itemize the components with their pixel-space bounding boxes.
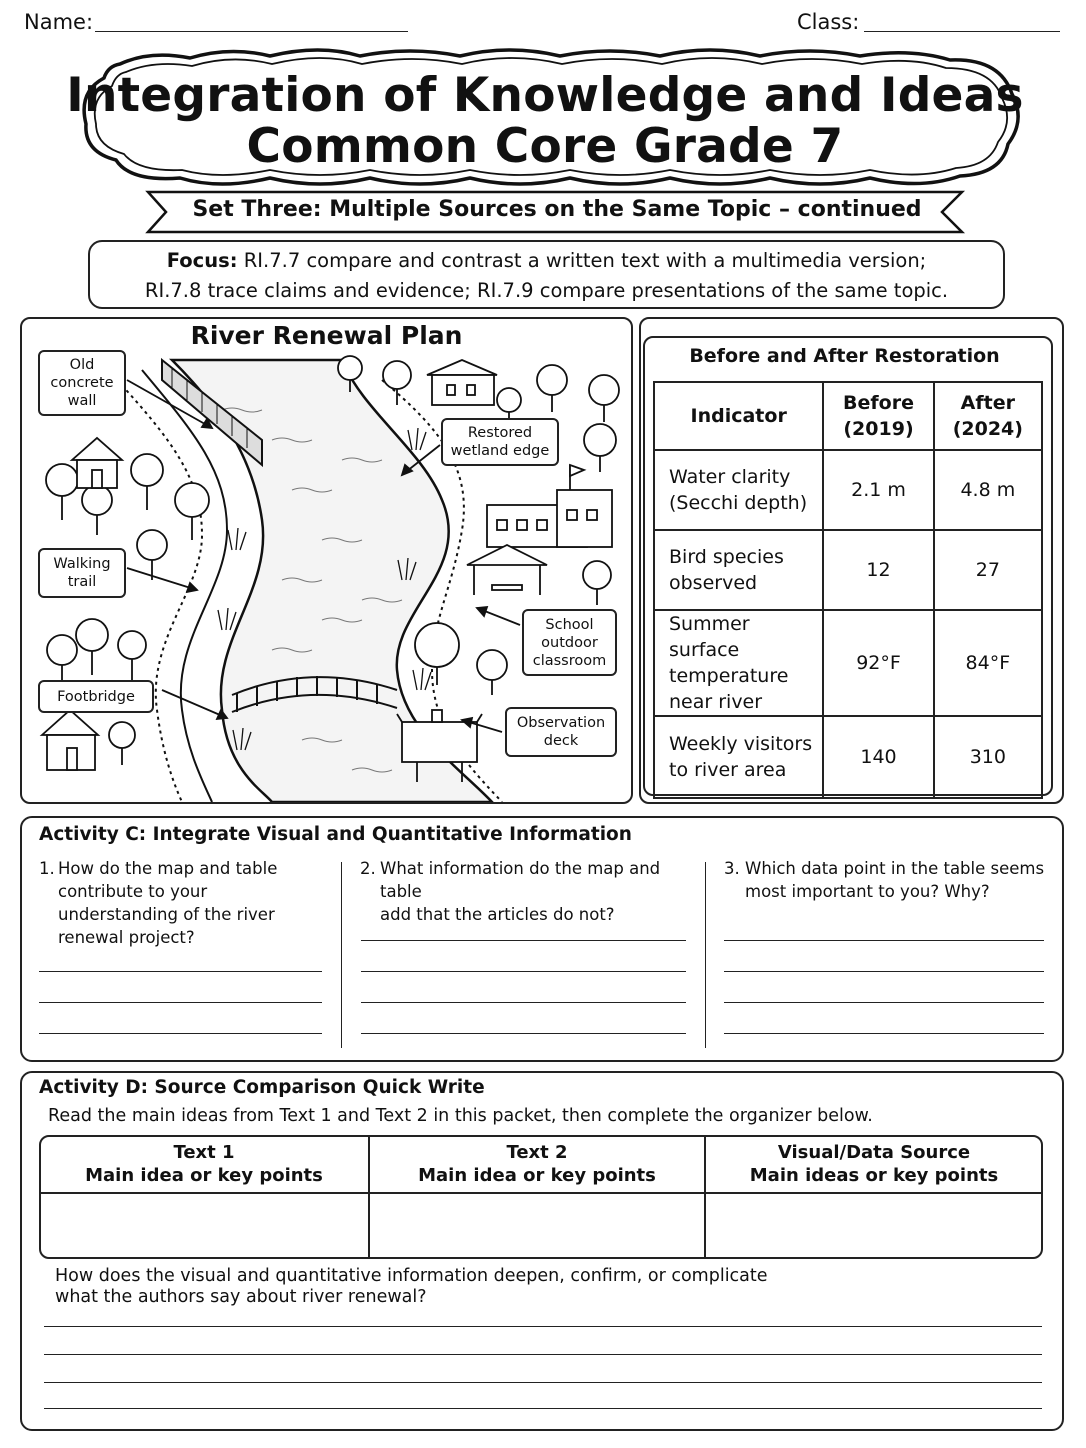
after-value: 310 [934, 716, 1042, 798]
activity-d-instructions: Read the main ideas from Text 1 and Text 2 in this packet, then complete the organizer below. [48, 1106, 873, 1126]
data-table-title: Before and After Restoration [689, 345, 1000, 367]
question-line: What information do the map and table [380, 859, 661, 901]
after-value: 84°F [934, 610, 1042, 716]
name-field[interactable] [95, 31, 408, 32]
indicator-line: Weekly visitors [669, 733, 813, 755]
before-value: 140 [823, 716, 933, 798]
title-line-2: Common Core Grade 7 [246, 119, 844, 174]
question-1-number: 1. [39, 859, 55, 878]
callout-old-concrete-wall: Old concrete wall [38, 350, 126, 416]
quick-write-prompt [55, 1266, 768, 1308]
focus-line-1-text: RI.7.7 compare and contrast a written text with a multimedia version; [237, 249, 927, 272]
indicator-line: (Secchi depth) [669, 492, 808, 514]
column-subtitle: Main ideas or key points [749, 1165, 999, 1186]
header-before [823, 382, 933, 450]
indicator-line: near river [669, 691, 763, 713]
quick-write-line[interactable] [44, 1382, 1042, 1383]
title-line-1: Integration of Knowledge and Ideas [66, 68, 1024, 123]
indicator-cell [654, 530, 823, 610]
indicator-cell [654, 610, 823, 716]
indicator-line: Summer surface [669, 613, 750, 661]
table-header-row [654, 382, 1042, 450]
indicator-line: Water clarity [669, 466, 791, 488]
header-after-label: After [960, 392, 1015, 414]
class-label: Class: [797, 10, 860, 34]
organizer-cell-visual-source[interactable] [705, 1193, 1042, 1258]
after-value: 4.8 m [934, 450, 1042, 530]
house-top-right [427, 360, 497, 405]
indicator-cell [654, 716, 823, 798]
question-2 [380, 857, 700, 926]
house-left-top [72, 438, 122, 488]
focus-label: Focus: [166, 249, 238, 272]
column-title: Text 2 [506, 1142, 568, 1163]
question-2-number: 2. [360, 859, 376, 878]
callout-footbridge: Footbridge [38, 680, 154, 713]
header-before-label: Before [843, 392, 914, 414]
question-3 [745, 857, 1055, 903]
organizer-header-text-2 [369, 1136, 705, 1193]
focus-line-1 [88, 246, 1005, 275]
school-building [487, 465, 612, 547]
quick-write-line[interactable] [44, 1354, 1042, 1355]
header-before-year: (2019) [843, 418, 914, 440]
answer-line-q2[interactable] [361, 971, 686, 972]
before-value: 12 [823, 530, 933, 610]
after-value: 27 [934, 530, 1042, 610]
table-row [654, 450, 1042, 530]
question-3-number: 3. [724, 859, 740, 878]
table-row [654, 530, 1042, 610]
activity-c-title: Activity C: Integrate Visual and Quantitative Information [39, 824, 632, 845]
header-after-year: (2024) [952, 418, 1023, 440]
header-after [934, 382, 1042, 450]
answer-line-q1[interactable] [39, 1002, 322, 1003]
prompt-line: what the authors say about river renewal? [55, 1287, 427, 1307]
outdoor-pavilion [467, 545, 547, 595]
organizer-header-visual-source [705, 1136, 1042, 1193]
name-label: Name: [24, 10, 94, 34]
column-divider [705, 862, 706, 1048]
answer-line-q2[interactable] [361, 1002, 686, 1003]
answer-line-q2[interactable] [361, 1033, 686, 1034]
question-line: understanding of the river [58, 905, 275, 924]
before-value: 92°F [823, 610, 933, 716]
callout-school-outdoor-classroom: School outdoor classroom [522, 609, 617, 676]
question-line: contribute to your [58, 882, 208, 901]
before-after-table [653, 381, 1043, 799]
indicator-line: observed [669, 572, 758, 594]
header-indicator: Indicator [654, 382, 823, 450]
prompt-line: How does the visual and quantitative information deepen, confirm, or complicate [55, 1266, 768, 1286]
quick-write-line[interactable] [44, 1408, 1042, 1409]
callout-walking-trail: Walking trail [38, 548, 126, 598]
answer-line-q1[interactable] [39, 971, 322, 972]
answer-line-q3[interactable] [724, 1033, 1044, 1034]
callout-observation-deck: Observation deck [505, 707, 617, 757]
indicator-line: temperature [669, 665, 789, 687]
question-line: renewal project? [58, 928, 195, 947]
column-subtitle: Main idea or key points [418, 1165, 656, 1186]
organizer-cell-text-1[interactable] [40, 1193, 369, 1258]
answer-line-q3[interactable] [724, 971, 1044, 972]
map-title: River Renewal Plan [190, 321, 463, 350]
question-line: Which data point in the table seems [745, 859, 1045, 878]
indicator-line: to river area [669, 759, 787, 781]
indicator-cell [654, 450, 823, 530]
answer-line-q3[interactable] [724, 1002, 1044, 1003]
activity-d-title: Activity D: Source Comparison Quick Write [39, 1077, 485, 1098]
question-1 [58, 857, 338, 949]
table-row [654, 610, 1042, 716]
table-row [654, 716, 1042, 798]
before-value: 2.1 m [823, 450, 933, 530]
subtitle: Set Three: Multiple Sources on the Same Topic – continued [192, 197, 922, 222]
organizer-header-text-1 [40, 1136, 369, 1193]
answer-line-q2[interactable] [361, 940, 686, 941]
organizer-cell-text-2[interactable] [369, 1193, 705, 1258]
comparison-organizer [40, 1136, 1042, 1258]
class-field[interactable] [864, 31, 1060, 32]
house-left-bottom [42, 710, 98, 770]
focus-line-2: RI.7.8 trace claims and evidence; RI.7.9 compare presentations of the same topic. [144, 279, 949, 302]
quick-write-line[interactable] [44, 1326, 1042, 1327]
column-title: Text 1 [173, 1142, 235, 1163]
column-subtitle: Main idea or key points [85, 1165, 323, 1186]
callout-restored-wetland-edge: Restored wetland edge [441, 418, 559, 466]
answer-line-q1[interactable] [39, 1033, 322, 1034]
column-divider [341, 862, 342, 1048]
question-line: most important to you? Why? [745, 882, 990, 901]
indicator-line: Bird species [669, 546, 784, 568]
question-line: add that the articles do not? [380, 905, 615, 924]
answer-line-q3[interactable] [724, 940, 1044, 941]
question-line: How do the map and table [58, 859, 278, 878]
column-title: Visual/Data Source [777, 1142, 971, 1163]
